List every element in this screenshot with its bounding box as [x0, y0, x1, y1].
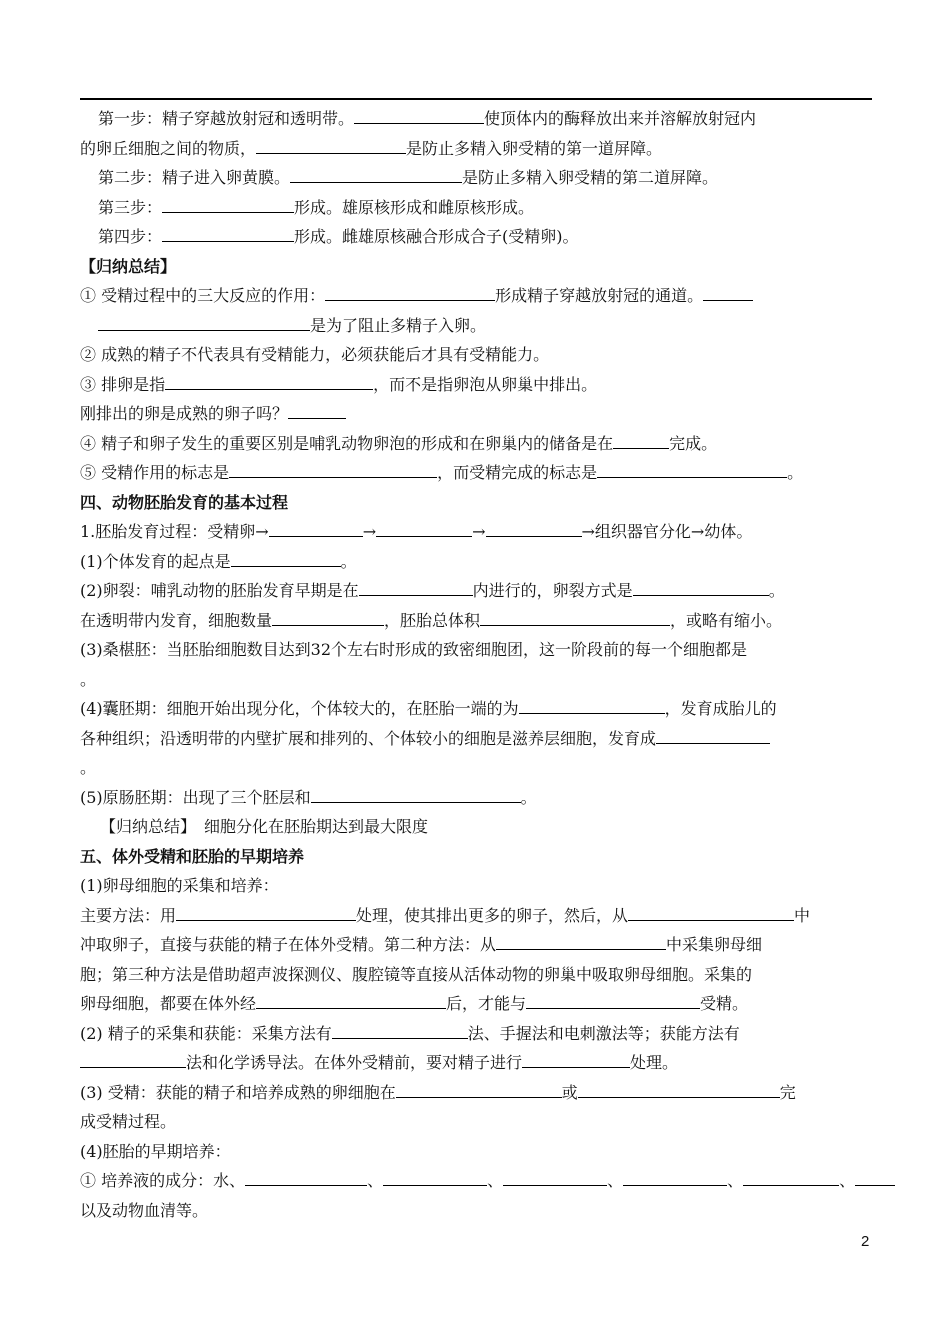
line-text: 刚排出的卵是成熟的卵子吗？ [80, 404, 289, 423]
fill-in-blank[interactable] [290, 168, 462, 183]
line-text: 中采集卵母细 [666, 935, 763, 954]
text-line [80, 1196, 872, 1226]
text-line [80, 576, 872, 606]
line-text: 是防止多精入卵受精的第一道屏障。 [406, 138, 663, 158]
line-text: 冲取卵子，直接与获能的精子在体外受精。第二种方法：从 [80, 935, 497, 954]
line-text: 【归纳总结】 [80, 256, 177, 276]
fill-in-blank[interactable] [522, 1053, 630, 1068]
fill-in-blank[interactable] [519, 699, 665, 714]
line-text: 后，才能与 [446, 994, 527, 1013]
text-line [80, 812, 872, 842]
line-text: (3) 受精：获能的精子和培养成熟的卵细胞在 [80, 1082, 396, 1102]
line-text: 第四步： [98, 227, 163, 246]
text-line [80, 311, 872, 341]
text-line [80, 960, 872, 990]
line-text: ① 受精过程中的三大反应的作用： [80, 286, 326, 305]
line-text: (2)卵裂：哺乳动物的胚胎发育早期是在 [80, 581, 359, 600]
fill-in-blank[interactable] [396, 1083, 562, 1098]
line-text: 以及动物血清等。 [80, 1200, 209, 1220]
fill-in-blank[interactable] [623, 1171, 727, 1186]
line-text: 第一步：精子穿越放射冠和透明带。 [98, 109, 355, 128]
line-text: 是防止多精入卵受精的第二道屏障。 [462, 168, 719, 187]
line-text: 完成。 [669, 433, 718, 453]
line-text: 形成精子穿越放射冠的通道。 [495, 286, 704, 305]
fill-in-blank[interactable] [332, 1024, 468, 1039]
text-line [80, 606, 872, 636]
text-line [80, 340, 872, 370]
text-line [80, 842, 872, 872]
line-text: 形成。雄原核形成和雌原核形成。 [294, 197, 535, 217]
line-text: (5)原肠胚期：出现了三个胚层和 [80, 787, 311, 807]
line-text: → [472, 522, 486, 541]
fill-in-blank[interactable] [162, 227, 294, 242]
text-line [80, 281, 872, 311]
line-text: 胞；第三种方法是借助超声波探测仪、腹腔镜等直接从活体动物的卵巢中吸取卵母细胞。采集的 [80, 964, 753, 984]
text-line [80, 665, 872, 695]
fill-in-blank[interactable] [165, 375, 373, 390]
text-line [80, 901, 872, 931]
text-line [80, 222, 872, 252]
fill-in-blank[interactable] [578, 1083, 780, 1098]
line-text: ⑤ 受精作用的标志是 [80, 463, 230, 482]
text-line [80, 488, 872, 518]
text-line [80, 399, 872, 429]
worksheet-page [80, 104, 872, 1225]
text-line [80, 370, 872, 400]
fill-in-blank[interactable] [503, 1171, 607, 1186]
line-text: 卵母细胞，都要在体外经 [80, 994, 257, 1013]
text-line [80, 252, 872, 282]
fill-in-blank[interactable] [597, 463, 787, 478]
line-text: (4)胚胎的早期培养： [80, 1141, 231, 1161]
fill-in-blank[interactable] [855, 1171, 895, 1186]
text-line [80, 429, 872, 459]
line-text: (3)桑椹胚：当胚胎细胞数目达到32个左右时形成的致密细胞团，这一阶段前的每一个细胞都是 [80, 640, 748, 659]
text-line [80, 1166, 872, 1196]
text-line [80, 1137, 872, 1167]
fill-in-blank[interactable] [703, 286, 753, 301]
fill-in-blank[interactable] [383, 1171, 487, 1186]
line-text: 主要方法：用 [80, 905, 177, 925]
text-line [80, 1019, 872, 1049]
fill-in-blank[interactable] [480, 611, 670, 626]
text-line [80, 635, 872, 665]
fill-in-blank[interactable] [325, 286, 495, 301]
line-text: ② 成熟的精子不代表具有受精能力，必须获能后才具有受精能力。 [80, 345, 550, 364]
fill-in-blank[interactable] [656, 729, 770, 744]
line-text: 受精。 [700, 994, 749, 1013]
line-text: 。 [768, 581, 785, 600]
text-line [80, 930, 872, 960]
line-text: ，或略有缩小。 [670, 610, 783, 630]
line-text: →组织器官分化→幼体。 [581, 522, 753, 541]
line-text: 。 [787, 463, 804, 482]
line-text: ① 培养液的成分：水、 [80, 1171, 246, 1190]
line-text: (2) 精子的采集和获能：采集方法有 [80, 1023, 332, 1043]
text-line [80, 871, 872, 901]
line-text: 【归纳总结】 细胞分化在胚胎期达到最大限度 [100, 817, 429, 836]
line-text: 法、手握法和电刺激法等；获能方法有 [467, 1023, 740, 1043]
line-text: 五、体外受精和胚胎的早期培养 [80, 846, 305, 866]
line-text: 或 [561, 1082, 578, 1102]
fill-in-blank[interactable] [176, 906, 356, 921]
line-text: 。 [520, 787, 537, 807]
line-text: 第二步：精子进入卵黄膜。 [98, 168, 291, 187]
line-text: ④ 精子和卵子发生的重要区别是哺乳动物卵泡的形成和在卵巢内的储备是在 [80, 433, 614, 453]
line-text: 完 [779, 1082, 796, 1102]
fill-in-blank[interactable] [80, 1053, 186, 1068]
fill-in-blank[interactable] [496, 935, 666, 950]
fill-in-blank[interactable] [256, 139, 406, 154]
line-text: 的卵丘细胞之间的物质， [80, 138, 257, 158]
line-text: 使顶体内的酶释放出来并溶解放射冠内 [484, 109, 757, 128]
text-line [80, 1107, 872, 1137]
fill-in-blank[interactable] [269, 522, 363, 537]
header-rule [80, 98, 872, 100]
line-text: 。 [340, 551, 357, 571]
line-text: → [362, 522, 377, 541]
line-text: 、 [367, 1171, 384, 1190]
line-text: 处理，使其排出更多的卵子，然后，从 [356, 905, 629, 925]
page-number: 2 [861, 1233, 870, 1250]
line-text: 在透明带内发育，细胞数量 [80, 610, 273, 630]
line-text: 1.胚胎发育过程：受精卵→ [80, 522, 269, 541]
fill-in-blank[interactable] [354, 109, 484, 124]
line-text: 。 [80, 758, 97, 777]
text-line [80, 517, 872, 547]
fill-in-blank[interactable] [311, 788, 521, 803]
fill-in-blank[interactable] [376, 522, 472, 537]
line-text: 、 [487, 1171, 504, 1190]
fill-in-blank[interactable] [613, 434, 669, 449]
line-text: 成受精过程。 [80, 1112, 177, 1131]
text-line [80, 724, 872, 754]
line-text: 、 [839, 1171, 856, 1190]
fill-in-blank[interactable] [359, 581, 473, 596]
text-line [80, 989, 872, 1019]
line-text: 、 [727, 1171, 744, 1190]
fill-in-blank[interactable] [98, 316, 310, 331]
text-line [80, 753, 872, 783]
line-text: 形成。雌雄原核融合形成合子(受精卵)。 [294, 227, 579, 246]
line-text: 内进行的，卵裂方式是 [472, 581, 633, 600]
fill-in-blank[interactable] [743, 1171, 839, 1186]
fill-in-blank[interactable] [288, 404, 346, 419]
line-text: (4)囊胚期：细胞开始出现分化，个体较大的，在胚胎一端的为 [80, 699, 519, 718]
text-line [80, 1078, 872, 1108]
fill-in-blank[interactable] [486, 522, 582, 537]
text-line [80, 694, 872, 724]
fill-in-blank[interactable] [162, 198, 294, 213]
line-text: ，发育成胎儿的 [664, 699, 777, 718]
fill-in-blank[interactable] [272, 611, 384, 626]
text-line [80, 134, 872, 164]
text-line [80, 1048, 872, 1078]
text-line [80, 163, 872, 193]
text-line [80, 547, 872, 577]
fill-in-blank[interactable] [245, 1171, 367, 1186]
line-text: 中 [794, 905, 811, 925]
line-text: 处理。 [630, 1053, 679, 1072]
fill-in-blank[interactable] [628, 906, 794, 921]
line-text: 第三步： [98, 197, 163, 217]
line-text: 四、动物胚胎发育的基本过程 [80, 492, 289, 512]
text-line [80, 783, 872, 813]
fill-in-blank[interactable] [526, 994, 700, 1009]
text-line [80, 193, 872, 223]
line-text: ，而受精完成的标志是 [437, 463, 598, 482]
fill-in-blank[interactable] [633, 581, 769, 596]
text-line [80, 458, 872, 488]
fill-in-blank[interactable] [231, 552, 341, 567]
line-text: ，胚胎总体积 [384, 610, 481, 630]
text-line [80, 104, 872, 134]
line-text: 是为了阻止多精子入卵。 [310, 315, 487, 335]
line-text: 。 [80, 669, 97, 689]
line-text: ，而不是指卵泡从卵巢中排出。 [373, 374, 598, 394]
line-text: ③ 排卵是指 [80, 374, 166, 394]
line-text: 、 [607, 1171, 624, 1190]
fill-in-blank[interactable] [256, 994, 446, 1009]
line-text: 法和化学诱导法。在体外受精前，要对精子进行 [186, 1053, 523, 1072]
fill-in-blank[interactable] [229, 463, 437, 478]
line-text: 各种组织；沿透明带的内壁扩展和排列的、个体较小的细胞是滋养层细胞，发育成 [80, 728, 657, 748]
line-text: (1)卵母细胞的采集和培养： [80, 876, 279, 895]
line-text: (1)个体发育的起点是 [80, 551, 231, 571]
